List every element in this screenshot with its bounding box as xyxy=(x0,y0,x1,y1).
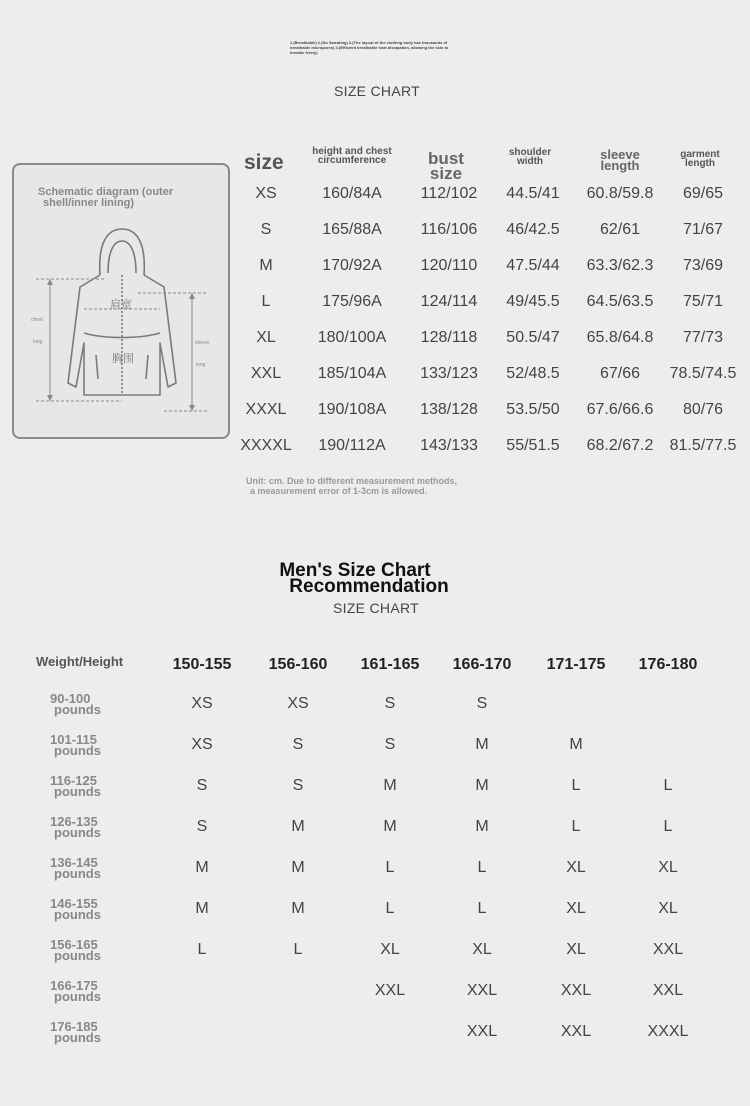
diagram-caption-line2: shell/inner lining) xyxy=(43,197,135,209)
recommendation-cell: L xyxy=(385,900,395,917)
jacket-icon xyxy=(14,215,228,425)
recommendation-cell: XXL xyxy=(374,982,406,999)
weight-label xyxy=(46,775,101,797)
size-cell-garment: 81.5/77.5 xyxy=(669,437,737,454)
weight-unit: pounds xyxy=(54,1030,101,1045)
height-header-cell: 166-170 xyxy=(452,656,512,673)
weight-range: 116-125 xyxy=(50,773,97,788)
weight-height-header: Weight/Height xyxy=(36,654,124,669)
size-cell-shoulder: 49/45.5 xyxy=(506,293,560,310)
size-cell-sleeve: 67/66 xyxy=(599,365,641,382)
weight-unit: pounds xyxy=(54,989,101,1004)
size-cell-bust: 128/118 xyxy=(420,329,478,346)
size-chart-title: SIZE CHART xyxy=(334,83,420,99)
recommendation-cell: M xyxy=(569,736,583,753)
size-cell-size: XXXL xyxy=(245,401,287,418)
recommendation-cell: S xyxy=(292,777,304,794)
size-cell-sleeve: 67.6/66.6 xyxy=(586,401,654,418)
weight-label xyxy=(46,980,101,1002)
header-height-chest-line2: circumference xyxy=(317,155,387,166)
weight-range: 176-185 xyxy=(50,1019,98,1034)
size-cell-shoulder: 47.5/44 xyxy=(506,257,560,274)
recommendation-cell: XXL xyxy=(560,982,592,999)
size-cell-sleeve: 60.8/59.8 xyxy=(586,185,654,202)
top-note: 1.(Breathable) 2.(No Sweating) 3.(The layout of the clothing body has thousands of breathable micropores) 4.(Efficient breathable heat dissipation, allowing the skin to breathe freely) xyxy=(290,40,449,55)
weight-unit: pounds xyxy=(54,743,101,758)
recommendation-cell: S xyxy=(196,777,208,794)
size-cell-size: XL xyxy=(256,329,276,346)
size-cell-bust: 112/102 xyxy=(420,185,478,202)
size-cell-shoulder: 53.5/50 xyxy=(506,401,560,418)
recommendation-cell: S xyxy=(476,695,488,712)
weight-label xyxy=(46,816,101,838)
recommendation-cell: L xyxy=(385,859,395,876)
header-shoulder-line2: width xyxy=(516,156,544,167)
recommendation-cell: XL xyxy=(472,941,492,958)
weight-unit: pounds xyxy=(54,866,101,881)
header-size: size xyxy=(244,151,284,174)
unit-note xyxy=(246,476,457,496)
weight-range: 90-100 xyxy=(50,691,91,706)
header-sleeve-line2: length xyxy=(600,158,640,173)
weight-range: 156-165 xyxy=(50,937,98,952)
size-cell-height: 160/84A xyxy=(322,185,382,202)
size-cell-shoulder: 52/48.5 xyxy=(506,365,560,382)
header-shoulder-line1: shoulder xyxy=(508,147,552,158)
recommendation-cell: XL xyxy=(566,941,586,958)
recommendation-cell: M xyxy=(291,818,305,835)
size-cell-garment: 73/69 xyxy=(682,257,724,274)
weight-unit: pounds xyxy=(54,948,101,963)
recommendation-cell: XS xyxy=(191,695,213,712)
recommendation-cell: XXL xyxy=(466,1023,498,1040)
recommendation-cell: L xyxy=(571,777,581,794)
weight-range: 101-115 xyxy=(50,732,97,747)
recommendation-cell: XXL xyxy=(652,982,684,999)
recommendation-cell: XXL xyxy=(466,982,498,999)
height-header-cell: 161-165 xyxy=(360,656,420,673)
size-cell-shoulder: 44.5/41 xyxy=(506,185,560,202)
size-cell-height: 165/88A xyxy=(322,221,382,238)
left-dim-label-1: chest xyxy=(31,317,43,323)
size-cell-bust: 133/123 xyxy=(420,365,478,382)
recommendation-cell: L xyxy=(477,859,487,876)
recommendation-cell: S xyxy=(292,736,304,753)
size-cell-bust: 120/110 xyxy=(420,257,478,274)
weight-label xyxy=(46,693,101,715)
size-cell-sleeve: 65.8/64.8 xyxy=(586,329,654,346)
diagram-caption xyxy=(38,187,208,209)
recommendation-cell: XS xyxy=(191,736,213,753)
size-cell-bust: 138/128 xyxy=(420,401,478,418)
recommendation-cell: M xyxy=(475,736,489,753)
weight-label xyxy=(46,734,101,756)
recommendation-cell: M xyxy=(383,818,397,835)
weight-range: 166-175 xyxy=(50,978,98,993)
weight-unit: pounds xyxy=(54,907,101,922)
recommendation-cell: XXL xyxy=(652,941,684,958)
recommendation-cell: XXXL xyxy=(647,1023,689,1040)
size-cell-size: M xyxy=(259,257,273,274)
size-cell-height: 180/100A xyxy=(317,329,387,346)
size-cell-shoulder: 46/42.5 xyxy=(506,221,560,238)
size-cell-size: L xyxy=(261,293,271,310)
size-cell-bust: 143/133 xyxy=(420,437,478,454)
size-cell-size: XXXXL xyxy=(240,437,292,454)
recommendation-cell: XL xyxy=(566,900,586,917)
header-height-chest-line1: height and chest xyxy=(312,146,392,157)
chest-label: 胸围 xyxy=(112,353,134,365)
weight-range: 136-145 xyxy=(50,855,98,870)
left-dim-label-2: long xyxy=(33,339,43,345)
recommendation-cell: S xyxy=(384,695,396,712)
size-cell-height: 185/104A xyxy=(317,365,387,382)
recommendation-cell: L xyxy=(571,818,581,835)
size-cell-height: 190/108A xyxy=(317,401,387,418)
recommendation-cell: L xyxy=(477,900,487,917)
recommendation-cell: L xyxy=(663,818,673,835)
diagram-caption-line1: Schematic diagram (outer xyxy=(38,186,174,198)
size-cell-size: S xyxy=(260,221,272,238)
mens-title-line1: Men's Size Chart xyxy=(279,560,431,581)
size-cell-height: 190/112A xyxy=(318,437,386,454)
header-sleeve xyxy=(586,149,654,171)
header-sleeve-line1: sleeve xyxy=(600,147,640,162)
recommendation-cell: S xyxy=(384,736,396,753)
size-chart-title-2: SIZE CHART xyxy=(333,600,419,616)
header-bust-line1: bust xyxy=(428,149,464,168)
size-cell-shoulder: 50.5/47 xyxy=(506,329,560,346)
recommendation-cell: XL xyxy=(658,859,678,876)
recommendation-cell: M xyxy=(291,900,305,917)
size-cell-garment: 80/76 xyxy=(682,401,724,418)
size-cell-sleeve: 68.2/67.2 xyxy=(586,437,654,454)
size-cell-bust: 124/114 xyxy=(420,293,478,310)
unit-note-line2: a measurement error of 1-3cm is allowed. xyxy=(250,486,428,496)
header-bust xyxy=(416,151,476,181)
size-cell-bust: 116/106 xyxy=(420,221,478,238)
weight-label xyxy=(46,1021,101,1043)
recommendation-cell: L xyxy=(197,941,207,958)
weight-range: 146-155 xyxy=(50,896,98,911)
recommendation-cell: M xyxy=(383,777,397,794)
recommendation-cell: XL xyxy=(566,859,586,876)
recommendation-cell: XS xyxy=(287,695,309,712)
recommendation-cell: M xyxy=(195,900,209,917)
size-cell-garment: 69/65 xyxy=(682,185,724,202)
unit-note-line1: Unit: cm. Due to different measurement methods, xyxy=(246,476,458,486)
height-header-cell: 171-175 xyxy=(546,656,606,673)
recommendation-cell: M xyxy=(195,859,209,876)
header-garment-line2: length xyxy=(685,158,715,169)
weight-label xyxy=(46,939,101,961)
mens-size-chart-title xyxy=(230,560,480,597)
size-cell-size: XXL xyxy=(250,365,282,382)
size-cell-height: 170/92A xyxy=(322,257,382,274)
mens-title-line2: Recommendation xyxy=(289,576,449,597)
recommendation-cell: XXL xyxy=(560,1023,592,1040)
size-cell-sleeve: 63.3/62.3 xyxy=(586,257,654,274)
height-header-cell: 156-160 xyxy=(268,656,328,673)
size-cell-sleeve: 62/61 xyxy=(599,221,641,238)
height-header-cell: 176-180 xyxy=(638,656,698,673)
header-garment xyxy=(670,150,730,168)
recommendation-cell: M xyxy=(291,859,305,876)
recommendation-cell: L xyxy=(293,941,303,958)
size-cell-garment: 77/73 xyxy=(682,329,724,346)
right-dim-label-2: long xyxy=(196,362,206,368)
weight-unit: pounds xyxy=(54,702,101,717)
size-cell-height: 175/96A xyxy=(322,293,382,310)
height-header-cell: 150-155 xyxy=(172,656,232,673)
right-dim-label-1: sleeve xyxy=(195,340,210,346)
recommendation-cell: S xyxy=(196,818,208,835)
header-shoulder xyxy=(500,148,560,166)
size-cell-size: XS xyxy=(255,185,277,202)
recommendation-cell: XL xyxy=(380,941,400,958)
size-cell-garment: 71/67 xyxy=(682,221,724,238)
recommendation-cell: M xyxy=(475,818,489,835)
weight-label xyxy=(46,898,101,920)
weight-unit: pounds xyxy=(54,784,101,799)
weight-unit: pounds xyxy=(54,825,101,840)
weight-range: 126-135 xyxy=(50,814,98,829)
weight-label xyxy=(46,857,101,879)
size-cell-garment: 78.5/74.5 xyxy=(669,365,737,382)
size-cell-sleeve: 64.5/63.5 xyxy=(586,293,654,310)
shoulder-width-label: 肩宽 xyxy=(110,299,132,311)
header-bust-line2: size xyxy=(429,164,463,183)
recommendation-cell: L xyxy=(663,777,673,794)
header-garment-line1: garment xyxy=(680,149,720,160)
recommendation-cell: XL xyxy=(658,900,678,917)
size-cell-shoulder: 55/51.5 xyxy=(506,437,560,454)
header-height-chest xyxy=(302,147,402,165)
size-cell-garment: 75/71 xyxy=(682,293,724,310)
recommendation-cell: M xyxy=(475,777,489,794)
